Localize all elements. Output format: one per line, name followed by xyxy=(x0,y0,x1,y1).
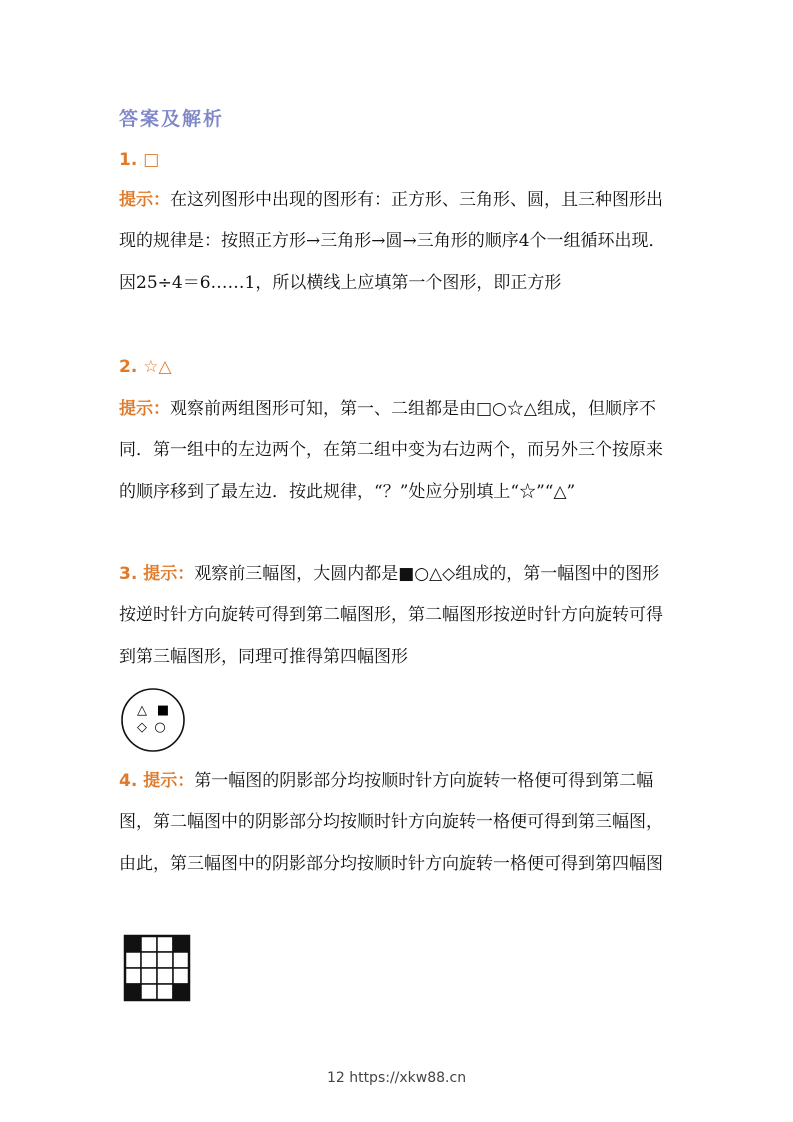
q4-grid-figure xyxy=(123,934,191,1002)
grid-cell xyxy=(173,968,189,984)
grid-cell xyxy=(173,952,189,968)
grid-cell xyxy=(141,936,157,952)
q2-hint xyxy=(119,389,675,513)
triangle-symbol: △ xyxy=(137,703,147,718)
grid-cell-shaded xyxy=(173,984,189,1000)
grid-cell xyxy=(141,952,157,968)
filled-square-symbol: ■ xyxy=(156,703,170,718)
q1-hint xyxy=(119,180,675,304)
grid-cell xyxy=(157,952,173,968)
q3-hint-text: 观察前三幅图，大圆内都是■○△◇组成的，第一幅图中的图形按逆时针方向旋转可得到第二幅图形，第二幅图形按逆时针方向旋转可得到第三幅图形，同理可推得第四幅图形 xyxy=(119,564,663,667)
grid-cell-shaded xyxy=(125,984,141,1000)
section-heading: 答案及解析 xyxy=(119,108,225,130)
q3-hint-tag: 3. 提示： xyxy=(119,564,195,584)
q2-hint-text: 观察前两组图形可知，第一、二组都是由□○☆△组成，但顺序不同．第一组中的左边两个，在第二组中变为右边两个，而另外三个按原来的顺序移到了最左边．按此规律，“？”处应分别填上“☆”“△” xyxy=(119,399,663,502)
grid-cell xyxy=(141,984,157,1000)
grid-cell xyxy=(157,968,173,984)
q3-hint xyxy=(119,554,675,678)
grid-cell xyxy=(125,952,141,968)
q3-circle-figure xyxy=(120,687,186,753)
grid-cell-shaded xyxy=(173,936,189,952)
diamond-symbol: ◇ xyxy=(137,720,147,735)
q4-hint-text: 第一幅图的阴影部分均按顺时针方向旋转一格便可得到第二幅图，第二幅图中的阴影部分均按顺时针方向旋转一格便可得到第三幅图，由此，第三幅图中的阴影部分均按顺时针方向旋转一格便可得到第四幅图 xyxy=(119,771,663,874)
q3-big-circle xyxy=(122,689,184,751)
grid-cell-shaded xyxy=(125,936,141,952)
circle-symbol: ○ xyxy=(154,720,166,735)
grid-cell xyxy=(125,968,141,984)
q1-hint-tag: 提示： xyxy=(119,190,170,210)
page-footer: 12 https://xkw88.cn xyxy=(326,1070,467,1086)
q1-answer: 1. □ xyxy=(119,150,160,170)
q2-hint-tag: 提示： xyxy=(119,399,170,419)
grid-cell xyxy=(157,936,173,952)
q4-hint-tag: 4. 提示： xyxy=(119,771,195,791)
q2-answer: 2. ☆△ xyxy=(119,357,172,377)
q1-hint-text: 在这列图形中出现的图形有：正方形、三角形、圆，且三种图形出现的规律是：按照正方形→三角形→圆→三角形的顺序4个一组循环出现．因25÷4＝6……1，所以横线上应填第一个图形，即正方形 xyxy=(119,190,666,293)
q4-hint xyxy=(119,761,675,885)
grid-cell xyxy=(141,968,157,984)
grid-cell xyxy=(157,984,173,1000)
